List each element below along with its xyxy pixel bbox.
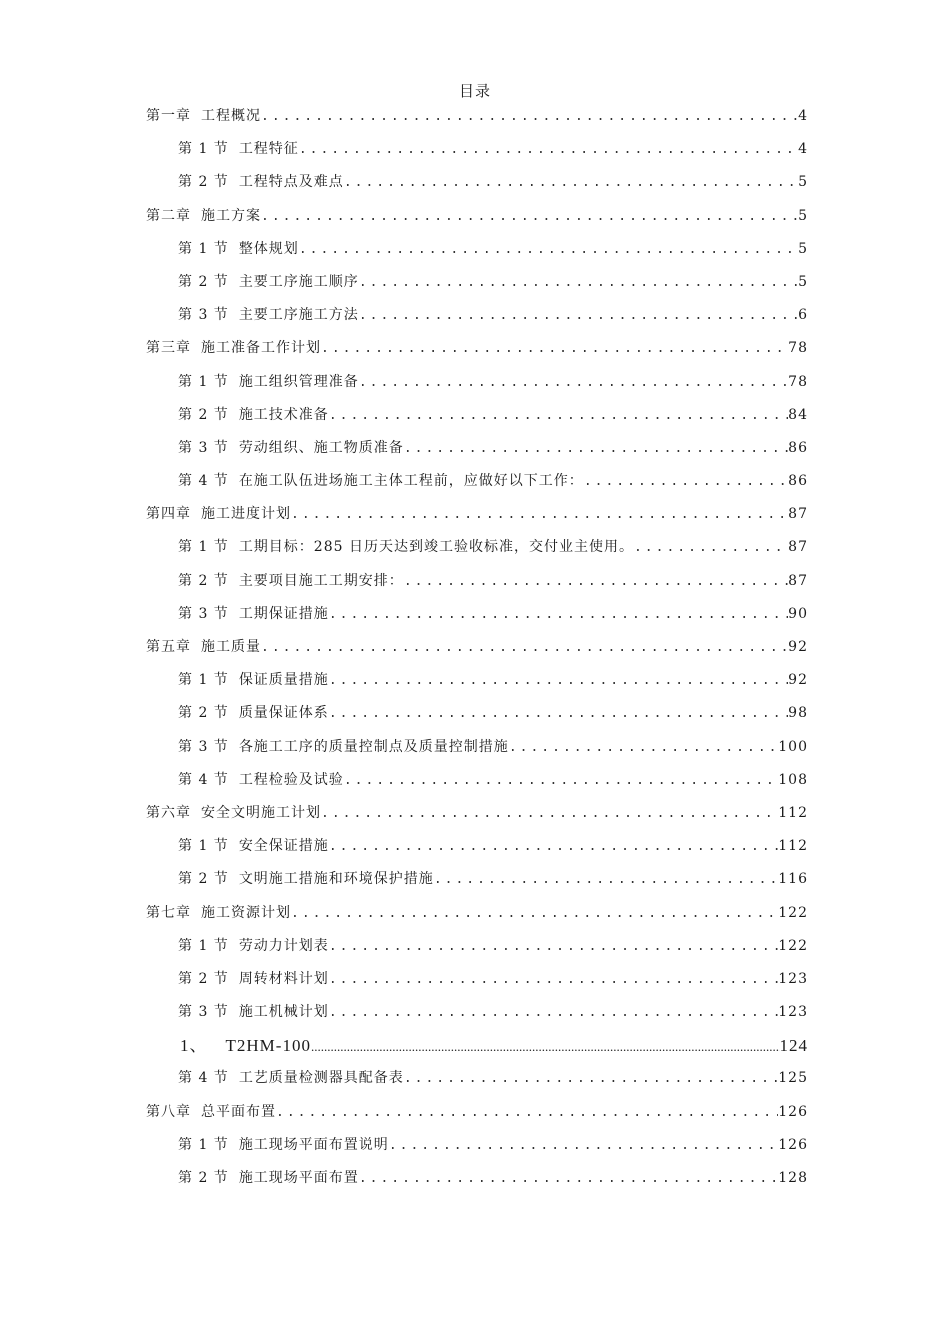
toc-entry-title: 劳动力计划表 [238, 937, 329, 954]
toc-section-entry[interactable] [146, 830, 808, 863]
toc-entry-title: 各施工工序的质量控制点及质量控制措施 [238, 738, 509, 755]
toc-dot-leader [311, 1030, 780, 1063]
toc-entry-number: 第 3 节 [178, 1004, 229, 1021]
toc-entry-number: 第 2 节 [178, 970, 229, 987]
toc-entry-number: 第 1 节 [178, 937, 229, 954]
toc-page-number: 122 [778, 904, 808, 921]
toc-dot-leader [261, 200, 798, 233]
toc-page-number: 86 [788, 473, 808, 490]
toc-page-number: 87 [788, 539, 808, 556]
toc-entry-title: 工艺质量检测器具配备表 [238, 1070, 404, 1087]
toc-section-entry[interactable] [146, 366, 808, 399]
toc-entry-number: 第 2 节 [178, 705, 229, 722]
toc-entry-number: 第 2 节 [178, 273, 229, 290]
toc-page-number: 92 [788, 639, 808, 655]
toc-entry-number: 第 2 节 [178, 406, 229, 423]
toc-item-entry[interactable] [146, 1029, 808, 1062]
toc-entry-number: 第二章 [146, 207, 191, 224]
toc-entry-title: 主要项目施工工期安排： [238, 572, 404, 589]
toc-page-number: 84 [788, 406, 808, 423]
toc-dot-leader [404, 565, 788, 598]
toc-section-entry[interactable] [146, 930, 808, 963]
toc-section-entry[interactable] [146, 465, 808, 498]
toc-entry-number: 第 4 节 [178, 771, 229, 788]
toc-entry-title: T2HM-100 [225, 1036, 311, 1056]
toc-entry-title: 总平面布置 [201, 1103, 276, 1120]
toc-page-number: 124 [779, 1036, 808, 1056]
toc-page-number: 4 [798, 141, 808, 158]
toc-page-number: 5 [798, 273, 808, 290]
toc-page-number: 108 [778, 771, 808, 788]
toc-section-entry[interactable] [146, 664, 808, 697]
toc-entry-number: 第七章 [146, 904, 191, 921]
toc-dot-leader [389, 1129, 778, 1162]
toc-entry-title: 质量保证体系 [238, 705, 329, 722]
toc-entry-title: 安全文明施工计划 [201, 804, 321, 821]
toc-page-number: 128 [778, 1170, 808, 1186]
toc-dot-leader [329, 664, 788, 697]
toc-section-entry[interactable] [146, 266, 808, 299]
toc-entry-number: 第 1 节 [178, 240, 229, 257]
toc-entry-number: 第 3 节 [178, 439, 229, 456]
toc-section-entry[interactable] [146, 133, 808, 166]
toc-entry-title: 施工现场平面布置说明 [238, 1136, 389, 1153]
toc-section-entry[interactable] [146, 764, 808, 797]
toc-entry-number: 第 4 节 [178, 1070, 229, 1087]
toc-dot-leader [291, 498, 788, 531]
toc-page-number: 125 [778, 1070, 808, 1087]
toc-section-entry[interactable] [146, 565, 808, 598]
toc-section-entry[interactable] [146, 299, 808, 332]
toc-chapter-entry[interactable] [146, 797, 808, 830]
toc-section-entry[interactable] [146, 399, 808, 432]
toc-entry-title: 工期目标：285 日历天达到竣工验收标准，交付业主使用。 [238, 539, 634, 556]
toc-entry-number: 第六章 [146, 804, 191, 821]
toc-page-number: 116 [778, 871, 808, 888]
toc-entry-title: 文明施工措施和环境保护措施 [238, 871, 434, 888]
toc-page-number: 112 [778, 838, 808, 855]
toc-dot-leader [359, 366, 788, 399]
toc-dot-leader [329, 399, 788, 432]
toc-dot-leader [404, 432, 788, 465]
toc-page-number: 87 [788, 506, 808, 523]
toc-entry-number: 第四章 [146, 506, 191, 523]
toc-page-number: 86 [788, 439, 808, 456]
toc-entry-number: 第 2 节 [178, 1170, 229, 1186]
toc-dot-leader [404, 1062, 778, 1095]
toc-entry-number: 1、 [180, 1036, 208, 1056]
toc-section-entry[interactable] [146, 233, 808, 266]
toc-page-number: 78 [788, 373, 808, 390]
toc-entry-number: 第五章 [146, 639, 191, 655]
toc-entry-number: 第三章 [146, 340, 191, 357]
toc-entry-title: 施工资源计划 [201, 904, 291, 921]
toc-dot-leader [434, 863, 778, 896]
toc-page-number: 100 [778, 738, 808, 755]
toc-section-entry[interactable] [146, 432, 808, 465]
toc-dot-leader [359, 266, 798, 299]
toc-entry-title: 安全保证措施 [238, 838, 329, 855]
toc-entry-title: 工期保证措施 [238, 605, 329, 622]
toc-entry-title: 主要工序施工顺序 [238, 273, 359, 290]
toc-section-entry[interactable] [146, 963, 808, 996]
toc-entry-number: 第 1 节 [178, 373, 229, 390]
toc-page-number: 4 [798, 108, 808, 124]
toc-entry-title: 保证质量措施 [238, 672, 329, 689]
toc-dot-leader [509, 731, 778, 764]
toc-entry-number: 第 2 节 [178, 174, 229, 191]
toc-entry-title: 施工技术准备 [238, 406, 329, 423]
toc-page-number: 122 [778, 937, 808, 954]
toc-entry-title: 施工准备工作计划 [201, 340, 321, 357]
toc-entry-number: 第 2 节 [178, 572, 229, 589]
toc-section-entry[interactable] [146, 166, 808, 199]
toc-dot-leader [329, 830, 778, 863]
toc-entry-title: 工程检验及试验 [238, 771, 344, 788]
toc-entry-number: 第 1 节 [178, 672, 229, 689]
toc-page-number: 6 [798, 307, 808, 324]
toc-page-number: 112 [778, 804, 808, 821]
toc-page-number: 90 [788, 605, 808, 622]
toc-entry-number: 第 1 节 [178, 1136, 229, 1153]
toc-entry-title: 施工组织管理准备 [238, 373, 359, 390]
toc-list [146, 100, 808, 1195]
toc-entry-title: 劳动组织、施工物质准备 [238, 439, 404, 456]
toc-section-entry[interactable] [146, 531, 808, 564]
toc-section-entry[interactable] [146, 1129, 808, 1162]
toc-entry-title: 施工质量 [201, 639, 261, 655]
toc-entry-title: 施工方案 [201, 207, 261, 224]
toc-dot-leader [291, 897, 778, 930]
toc-page-number: 87 [788, 572, 808, 589]
toc-entry-number: 第 3 节 [178, 307, 229, 324]
toc-section-entry[interactable] [146, 697, 808, 730]
toc-entry-number: 第一章 [146, 108, 191, 124]
toc-dot-leader [584, 465, 788, 498]
toc-section-entry[interactable] [146, 598, 808, 631]
toc-page-number: 98 [788, 705, 808, 722]
toc-entry-title: 工程特点及难点 [238, 174, 344, 191]
toc-entry-number: 第 1 节 [178, 539, 229, 556]
toc-dot-leader [329, 930, 778, 963]
toc-page-number: 5 [798, 174, 808, 191]
toc-section-entry[interactable] [146, 863, 808, 896]
toc-entry-title: 施工进度计划 [201, 506, 291, 523]
toc-dot-leader [321, 797, 778, 830]
toc-dot-leader [299, 233, 798, 266]
toc-entry-number: 第 1 节 [178, 141, 229, 158]
toc-entry-number: 第 3 节 [178, 605, 229, 622]
toc-entry-number: 第 3 节 [178, 738, 229, 755]
toc-dot-leader [329, 598, 788, 631]
toc-chapter-entry[interactable] [146, 498, 808, 531]
toc-entry-title: 工程概况 [201, 108, 261, 124]
toc-entry-number: 第 2 节 [178, 871, 229, 888]
toc-page-number: 92 [788, 672, 808, 689]
toc-page-number: 5 [798, 207, 808, 224]
toc-entry-number: 第 4 节 [178, 473, 229, 490]
toc-entry-title: 周转材料计划 [238, 970, 329, 987]
toc-dot-leader [329, 963, 778, 996]
toc-entry-number: 第八章 [146, 1103, 191, 1120]
toc-chapter-entry[interactable] [146, 897, 808, 930]
toc-entry-title: 在施工队伍进场施工主体工程前，应做好以下工作： [238, 473, 584, 490]
toc-chapter-entry[interactable] [146, 1096, 808, 1129]
toc-dot-leader [299, 133, 798, 166]
toc-entry-title: 施工现场平面布置 [238, 1170, 359, 1186]
toc-entry-title: 主要工序施工方法 [238, 307, 359, 324]
toc-dot-leader [344, 166, 798, 199]
toc-dot-leader [329, 996, 778, 1029]
toc-title: 目录 [458, 82, 491, 100]
toc-section-entry[interactable] [146, 1062, 808, 1095]
toc-page-number: 123 [778, 1004, 808, 1021]
toc-chapter-entry[interactable] [146, 631, 808, 664]
toc-dot-leader [344, 764, 778, 797]
toc-page-number: 5 [798, 240, 808, 257]
toc-entry-title: 工程特征 [238, 141, 299, 158]
toc-page-number: 126 [778, 1136, 808, 1153]
toc-page-number: 78 [788, 340, 808, 357]
toc-section-entry[interactable] [146, 731, 808, 764]
toc-dot-leader [261, 631, 788, 664]
toc-dot-leader [359, 299, 798, 332]
toc-chapter-entry[interactable] [146, 100, 808, 133]
toc-chapter-entry[interactable] [146, 200, 808, 233]
toc-entry-title: 施工机械计划 [238, 1004, 329, 1021]
toc-chapter-entry[interactable] [146, 332, 808, 365]
toc-dot-leader [261, 100, 798, 133]
toc-dot-leader [359, 1162, 778, 1195]
toc-dot-leader [329, 697, 788, 730]
toc-dot-leader [634, 531, 788, 564]
toc-section-entry[interactable] [146, 1162, 808, 1195]
toc-page-number: 126 [778, 1103, 808, 1120]
toc-dot-leader [276, 1096, 778, 1129]
toc-entry-number: 第 1 节 [178, 838, 229, 855]
toc-page-number: 123 [778, 970, 808, 987]
toc-dot-leader [321, 332, 788, 365]
toc-entry-title: 整体规划 [238, 240, 299, 257]
toc-section-entry[interactable] [146, 996, 808, 1029]
